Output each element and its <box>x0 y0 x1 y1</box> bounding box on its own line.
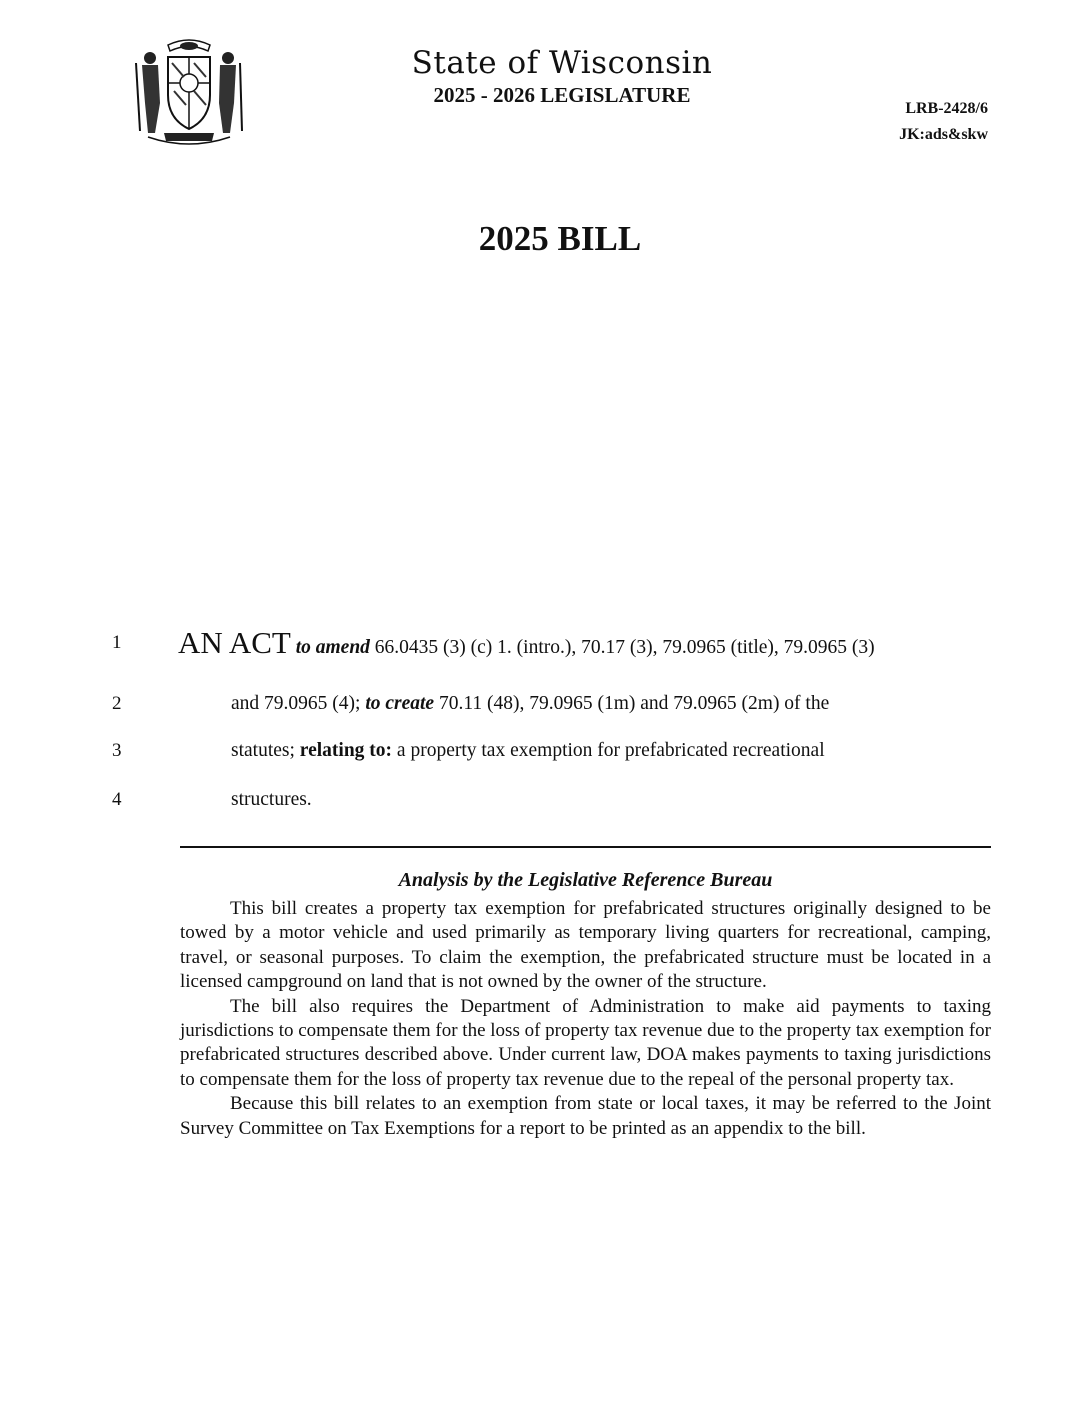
act-line-4: structures. <box>231 789 312 810</box>
bill-title: 2025 BILL <box>478 219 642 258</box>
analysis-heading: Analysis by the Legislative Reference Bureau <box>398 869 773 891</box>
act-line-1-text: 66.0435 (3) (c) 1. (intro.), 70.17 (3), 79.0965 (title), 79.0965 (3) <box>374 637 875 658</box>
act-line-1 <box>178 626 875 665</box>
legislature-session: 2025 - 2026 LEGISLATURE <box>433 83 691 107</box>
to-create-label: to create <box>365 693 435 714</box>
act-line-3-text-a: statutes; <box>231 740 300 761</box>
act-line-2-text-b: 70.11 (48), 79.0965 (1m) and 79.0965 (2m) of the <box>434 693 830 714</box>
relating-to-label: relating to: <box>299 740 393 761</box>
analysis-paragraph: This bill creates a property tax exemption for prefabricated structures originally designed to be towed by a motor vehicle and used primarily as temporary living quarters for recreational, camping, travel, or seasonal purposes. To claim the exemption, the prefabricated structure must be located in a licensed campground on land that is not owned by the owner of the structure. <box>180 898 991 993</box>
state-title: State of Wisconsin <box>411 45 713 81</box>
analysis-paragraph: Because this bill relates to an exemption from state or local taxes, it may be referred to the Joint Survey Committee on Tax Exemptions for a report to be printed as an appendix to the bill. <box>180 1093 991 1139</box>
drafter-initials: JK:ads&skw <box>899 126 988 143</box>
act-line-3-text-b: a property tax exemption for prefabricated recreational <box>392 740 825 761</box>
lrb-number: LRB-2428/6 <box>905 100 988 117</box>
section-divider <box>180 846 991 848</box>
an-act-label: AN ACT <box>178 625 291 660</box>
line-number: 2 <box>112 693 122 714</box>
line-number: 1 <box>112 632 122 653</box>
to-amend-label: to amend <box>295 637 370 658</box>
lrb-reference <box>899 96 988 148</box>
line-number: 4 <box>112 789 122 810</box>
analysis-body <box>180 897 991 1141</box>
wisconsin-state-seal-icon <box>128 33 250 147</box>
act-line-3 <box>231 739 825 763</box>
line-number: 3 <box>112 740 122 761</box>
act-line-2-text-a: and 79.0965 (4); <box>231 693 366 714</box>
act-line-2 <box>231 692 829 716</box>
analysis-paragraph: The bill also requires the Department of Administration to make aid payments to taxing jurisdictions to compensate them for the loss of property tax revenue due to the property tax exemption for prefabricated structures described above. Under current law, DOA makes payments to taxing jurisdictions to compensate them for the loss of property tax revenue due to the repeal of the personal property tax. <box>180 995 991 1090</box>
